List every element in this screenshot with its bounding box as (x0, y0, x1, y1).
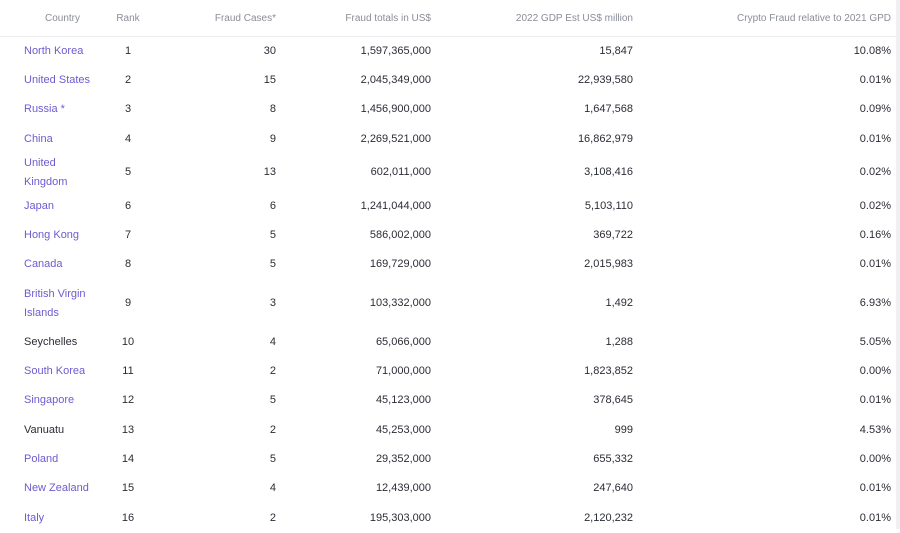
fraud-totals-cell: 1,456,900,000 (360, 103, 431, 116)
gdp-cell: 1,288 (605, 335, 633, 348)
table-row (0, 445, 896, 474)
header-country[interactable]: Country (0, 0, 100, 37)
fraud-cases-cell: 2 (269, 511, 276, 524)
fraud-cases-cell: 5 (269, 229, 276, 242)
country-cell[interactable]: China (24, 132, 53, 145)
table-row (0, 386, 896, 415)
fraud-cases-cell: 2 (269, 365, 276, 378)
country-cell[interactable]: Japan (24, 199, 54, 212)
fraud-relative-gdp-cell: 0.09% (859, 103, 891, 116)
fraud-totals-cell: 2,045,349,000 (360, 73, 431, 86)
fraud-totals-cell: 195,303,000 (369, 511, 431, 524)
country-cell[interactable]: Poland (24, 452, 59, 465)
rank-cell: 13 (121, 423, 135, 436)
rank-cell: 12 (121, 394, 135, 407)
fraud-cases-cell: 13 (263, 166, 276, 179)
table-row (0, 474, 896, 503)
rank-cell: 8 (124, 258, 132, 271)
gdp-cell: 2,120,232 (584, 511, 633, 524)
fraud-totals-cell: 586,002,000 (369, 229, 431, 242)
header-rank[interactable]: Rank (100, 0, 156, 37)
rank-cell: 9 (124, 297, 132, 310)
fraud-cases-cell: 5 (269, 258, 276, 271)
gdp-cell: 1,823,852 (584, 365, 633, 378)
table-row (0, 328, 896, 357)
fraud-cases-cell: 3 (269, 297, 276, 310)
fraud-relative-gdp-cell: 6.93% (859, 297, 891, 310)
fraud-relative-gdp-cell: 10.08% (853, 44, 891, 57)
gdp-cell: 5,103,110 (584, 199, 633, 212)
fraud-relative-gdp-cell: 0.00% (859, 365, 891, 378)
rank-cell: 2 (124, 73, 132, 86)
table-row (0, 280, 896, 328)
header-fraud-totals[interactable]: Fraud totals in US$ (276, 0, 431, 37)
rank-cell: 4 (124, 132, 132, 145)
fraud-relative-gdp-cell: 0.16% (859, 229, 891, 242)
fraud-cases-cell: 5 (269, 452, 276, 465)
country-cell[interactable]: British Virgin Islands (24, 287, 86, 319)
table-row (0, 66, 896, 95)
rank-cell: 10 (121, 335, 135, 348)
table-row (0, 250, 896, 279)
gdp-cell: 16,862,979 (577, 132, 633, 145)
table-body (0, 37, 896, 533)
fraud-relative-gdp-cell: 0.01% (859, 394, 891, 407)
rank-cell: 1 (124, 44, 132, 57)
rank-cell: 14 (121, 452, 135, 465)
table-row (0, 95, 896, 124)
fraud-totals-cell: 45,253,000 (375, 423, 431, 436)
gdp-cell: 15,847 (599, 44, 633, 57)
fraud-cases-cell: 4 (269, 482, 276, 495)
country-cell[interactable]: Hong Kong (24, 229, 80, 242)
country-cell[interactable]: Singapore (24, 394, 75, 407)
rank-cell: 11 (122, 365, 134, 378)
rank-cell: 6 (124, 199, 132, 212)
table-row (0, 37, 896, 66)
scrollbar-track[interactable] (896, 0, 900, 529)
table-header-row (0, 0, 896, 37)
rank-cell: 16 (121, 511, 135, 524)
table-row (0, 192, 896, 221)
fraud-cases-cell: 30 (263, 44, 276, 57)
fraud-cases-cell: 8 (269, 103, 276, 116)
table-row (0, 503, 896, 532)
fraud-relative-gdp-cell: 0.01% (859, 511, 891, 524)
table-row (0, 357, 896, 386)
gdp-cell: 22,939,580 (577, 73, 633, 86)
fraud-totals-cell: 1,241,044,000 (360, 199, 431, 212)
gdp-cell: 655,332 (593, 452, 633, 465)
table-row (0, 124, 896, 153)
rank-cell: 15 (121, 482, 135, 495)
fraud-relative-gdp-cell: 0.02% (859, 199, 891, 212)
country-cell: Vanuatu (24, 423, 65, 436)
country-cell[interactable]: Russia * (24, 103, 65, 116)
gdp-cell: 999 (614, 423, 633, 436)
gdp-cell: 378,645 (593, 394, 633, 407)
gdp-cell: 369,722 (593, 229, 633, 242)
fraud-totals-cell: 169,729,000 (369, 258, 431, 271)
country-cell[interactable]: Canada (24, 258, 63, 271)
country-cell[interactable]: United States (24, 73, 91, 86)
gdp-cell: 247,640 (593, 482, 633, 495)
fraud-totals-cell: 29,352,000 (375, 452, 431, 465)
fraud-relative-gdp-cell: 0.01% (859, 132, 891, 145)
fraud-totals-cell: 12,439,000 (375, 482, 431, 495)
gdp-cell: 2,015,983 (584, 258, 633, 271)
header-gdp[interactable]: 2022 GDP Est US$ million (431, 0, 633, 37)
fraud-totals-cell: 65,066,000 (375, 335, 431, 348)
fraud-cases-cell: 6 (269, 199, 276, 212)
fraud-relative-gdp-cell: 0.01% (859, 258, 891, 271)
fraud-totals-cell: 1,597,365,000 (360, 44, 431, 57)
fraud-relative-gdp-cell: 5.05% (859, 335, 891, 348)
fraud-cases-cell: 9 (269, 132, 276, 145)
rank-cell: 3 (124, 103, 132, 116)
header-fraud-relative-gdp[interactable]: Crypto Fraud relative to 2021 GPD (633, 0, 896, 37)
rank-cell: 7 (124, 229, 132, 242)
rank-cell: 5 (124, 166, 132, 179)
header-fraud-cases[interactable]: Fraud Cases* (156, 0, 276, 37)
country-cell[interactable]: South Korea (24, 365, 86, 378)
fraud-cases-cell: 5 (269, 394, 276, 407)
gdp-cell: 1,492 (605, 297, 633, 310)
fraud-totals-cell: 602,011,000 (370, 166, 431, 179)
fraud-totals-cell: 2,269,521,000 (360, 132, 431, 145)
fraud-relative-gdp-cell: 0.01% (859, 73, 891, 86)
country-cell[interactable]: New Zealand (24, 482, 89, 495)
country-cell[interactable]: Italy (24, 511, 45, 524)
fraud-relative-gdp-cell: 0.00% (859, 452, 891, 465)
table-row (0, 415, 896, 444)
gdp-cell: 1,647,568 (584, 103, 633, 116)
gdp-cell: 3,108,416 (584, 166, 633, 179)
fraud-cases-cell: 15 (263, 73, 276, 86)
fraud-cases-cell: 4 (269, 335, 276, 348)
table-row (0, 154, 896, 192)
fraud-totals-cell: 103,332,000 (369, 297, 431, 310)
fraud-totals-cell: 45,123,000 (375, 394, 431, 407)
country-cell[interactable]: North Korea (24, 44, 84, 57)
country-cell[interactable]: United Kingdom (24, 156, 68, 188)
table-row (0, 221, 896, 250)
fraud-totals-cell: 71,000,000 (375, 365, 431, 378)
fraud-relative-gdp-cell: 0.02% (859, 166, 891, 179)
fraud-relative-gdp-cell: 0.01% (859, 482, 891, 495)
country-cell: Seychelles (24, 335, 78, 348)
fraud-relative-gdp-cell: 4.53% (859, 423, 891, 436)
fraud-cases-cell: 2 (269, 423, 276, 436)
